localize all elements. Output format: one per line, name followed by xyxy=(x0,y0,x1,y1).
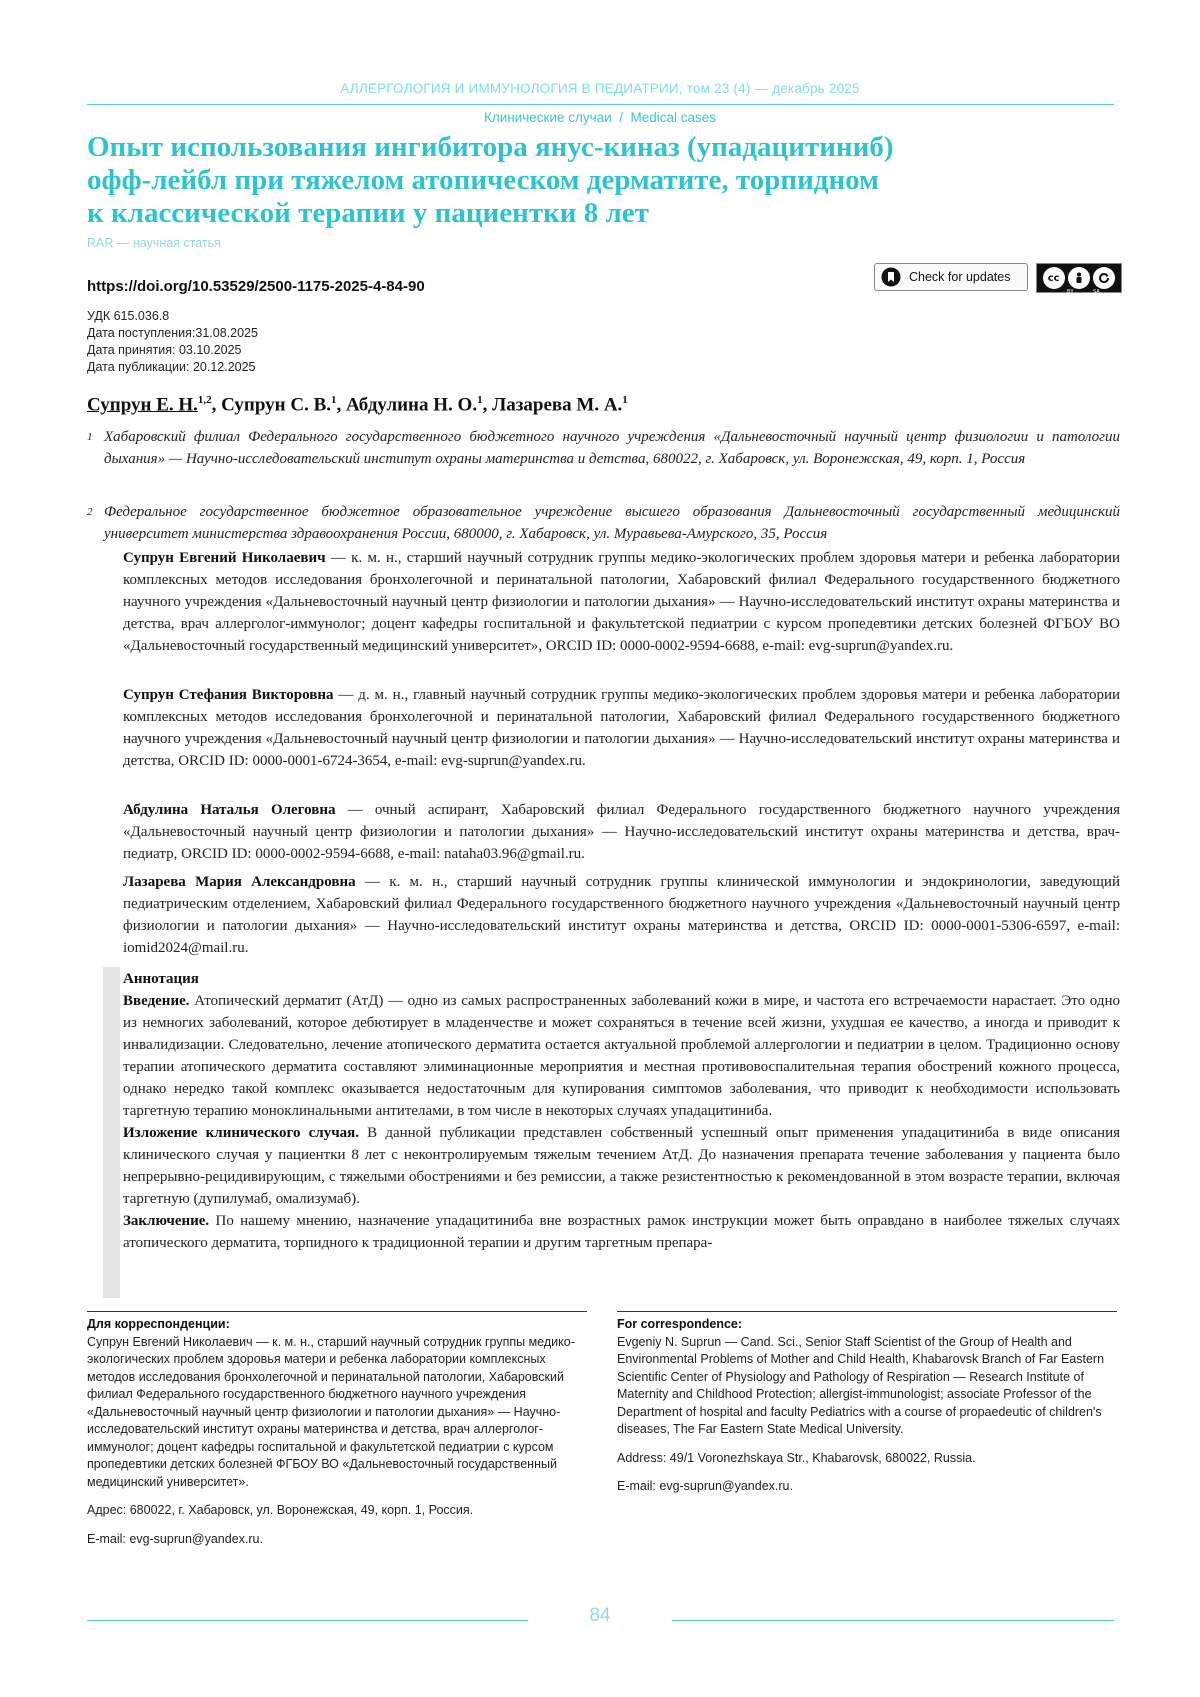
cc-icon: cc xyxy=(1043,267,1065,289)
correspondence-en xyxy=(617,1316,1122,1496)
article-meta xyxy=(87,308,258,376)
affiliation xyxy=(87,501,1120,545)
correspondence-email[interactable]: E-mail: evg-suprun@yandex.ru. xyxy=(617,1479,793,1493)
author-affil-sup: 1 xyxy=(477,394,483,406)
udk: УДК 615.036.8 xyxy=(87,309,170,323)
bookmark-icon xyxy=(881,267,901,287)
abstract-conclusion xyxy=(123,1210,1120,1254)
title-line-1: Опыт использования ингибитора янус-киназ (упадацитиниб) xyxy=(87,131,894,163)
author-name: Супрун С. В. xyxy=(221,394,332,416)
author-bio xyxy=(123,547,1120,657)
article-type: RAR — научная статья xyxy=(87,236,221,250)
person-icon xyxy=(1074,272,1084,284)
correspondence-ru xyxy=(87,1316,587,1548)
date-published: Дата публикации: 20.12.2025 xyxy=(87,360,256,374)
bio-name: Супрун Стефания Викторовна xyxy=(123,687,334,703)
share-alike-icon xyxy=(1097,271,1111,285)
by-icon xyxy=(1068,267,1090,289)
correspondence-title: For correspondence: xyxy=(617,1317,743,1331)
author-sep: , xyxy=(336,394,347,416)
affiliation-number: 1 xyxy=(87,431,93,443)
bio-text: — д. м. н., главный научный сотрудник группы медико-экологических проблем здоровья матери и ребенка лаборатории комплексных методов исследования бронхолегочной и перинатальной патологии, Хабаровский филиал Федерального государственного бюджетного научного учреждения «Дальневосточный научный центр физиологии и патологии дыхания» — Научно-исследовательский институт охраны материнства и детства, ORCID ID: 0000-0001-6724-3654, e-mail: evg-suprun@yandex.ru. xyxy=(123,687,1120,769)
title-line-2: офф-лейбл при тяжелом атопическом дерматите, торпидном xyxy=(87,164,879,196)
journal-header: АЛЛЕРГОЛОГИЯ И ИММУНОЛОГИЯ В ПЕДИАТРИИ, том 23 (4) — декабрь 2025 xyxy=(340,81,860,96)
abstract-text: В данной публикации представлен собственный успешный опыт применения упадацитиниба в виде описания клинического случая у пациентки 8 лет с неконтролируемым тяжелым течением АтД. До назначения препарата течение заболевания у пациента было непрерывно-рецидивирующим, с тяжелыми обострениями и без ремиссии, а также резистентностью к рекомендованной в этом возрасте терапии, включая таргетную (дупилумаб, омализумаб). xyxy=(123,1125,1121,1207)
section-label: Клинические случаи / Medical cases xyxy=(483,110,717,125)
affiliation-number: 2 xyxy=(87,506,93,518)
author-affil-sup: 1 xyxy=(622,394,628,406)
article-title xyxy=(87,131,1087,230)
check-updates-button[interactable] xyxy=(874,263,1028,291)
author-bio xyxy=(123,871,1120,959)
correspondence-address: Address: 49/1 Voronezhskaya Str., Khabarovsk, 680022, Russia. xyxy=(617,1450,976,1465)
date-received: Дата поступления:31.08.2025 xyxy=(87,326,258,340)
abstract-label: Изложение клинического случая. xyxy=(123,1125,360,1141)
correspondence-email[interactable]: E-mail: evg-suprun@yandex.ru. xyxy=(87,1531,263,1546)
correspondence-rule xyxy=(617,1311,1117,1312)
author-bio xyxy=(123,799,1120,865)
bio-name: Супрун Евгений Николаевич xyxy=(123,550,326,566)
doi-link[interactable]: https://doi.org/10.53529/2500-1175-2025-4-84-90 xyxy=(87,278,425,295)
date-accepted: Дата принятия: 03.10.2025 xyxy=(87,343,242,357)
check-updates-label: Check for updates xyxy=(909,270,1011,284)
abstract-introduction xyxy=(123,990,1120,1122)
correspondence-address: Адрес: 680022, г. Хабаровск, ул. Воронежская, 49, корп. 1, Россия. xyxy=(87,1503,474,1517)
affiliation xyxy=(87,426,1120,470)
author-affil-sup: 1 xyxy=(331,394,337,406)
abstract-label: Введение. xyxy=(123,993,190,1009)
author-affil-sup: 1,2 xyxy=(197,394,212,406)
sa-label: SA xyxy=(1093,289,1100,295)
correspondence-title: Для корреспонденции: xyxy=(87,1317,230,1331)
author-name: Абдулина Н. О. xyxy=(346,394,478,416)
bio-text: — к. м. н., старший научный сотрудник группы медико-экологических проблем здоровья матери и ребенка лаборатории комплексных методов исследования бронхолегочной и перинатальной патологии, Хабаровский филиал Федерального государственного бюджетного научного учреждения «Дальневосточный научный центр физиологии и патологии дыхания» — Научно-исследовательский институт охраны материнства и детства, врач аллерголог-иммунолог; доцент кафедры госпитальной и факультетской педиатрии с курсом пропедевтики детских болезней ФГБОУ ВО «Дальневосточный государственный медицинский университет», ORCID ID: 0000-0002-9594-6688, e-mail: evg-suprun@yandex.ru. xyxy=(123,550,1121,654)
author-sep: , xyxy=(211,394,222,416)
correspondence-rule xyxy=(87,1311,587,1312)
abstract-text: По нашему мнению, назначение упадацитиниба вне возрастных рамок инструкции может быть оправдано в наиболее тяжелых случаях атопического дерматита, торпидного к традиционной терапии и другим таргетным препара- xyxy=(123,1213,1120,1251)
sa-icon xyxy=(1093,267,1115,289)
author-name: Лазарева М. А. xyxy=(492,394,623,416)
bio-name: Лазарева Мария Александровна xyxy=(123,874,356,890)
correspondence-body: Evgeniy N. Suprun — Cand. Sci., Senior Staff Scientist of the Group of Health and Environmental Problems of Mother and Child Health, Khabarovsk Branch of Far Eastern Scientific Center of Physiology and Pathology of Respiration — Research Institute of Maternity and Childhood Protection; allergist-immunologist; associate Professor of the Department of hospital and faculty Pediatrics with a course of propaedeutic of children's diseases, The Far Eastern State Medical University. xyxy=(617,1334,1105,1436)
bio-text: — очный аспирант, Хабаровский филиал Федерального государственного бюджетного научного учреждения «Дальневосточный научный центр физиологии и патологии дыхания» — Научно-исследовательский институт охраны материнства и детства, врач-педиатр, ORCID ID: 0000-0002-9594-6688, e-mail: nataha03.96@gmail.ru. xyxy=(123,802,1121,862)
correspondence-body: Супрун Евгений Николаевич — к. м. н., старший научный сотрудник группы медико-экологических проблем здоровья матери и ребенка лаборатории комплексных методов исследования бронхолегочной и перинатальной патологии, Хабаровский филиал Федерального государственного бюджетного научного учреждения «Дальневосточный научный центр физиологии и патологии дыхания» — Научно-исследовательский институт охраны материнства и детства, врач аллерголог-иммунолог; доцент кафедры госпитальной и факультетской педиатрии с курсом пропедевтики детских болезней ФГБОУ ВО «Дальневосточный государственный медицинский университет». xyxy=(87,1334,575,1489)
abstract-label: Заключение. xyxy=(123,1213,210,1229)
title-line-3: к классической терапии у пациентки 8 лет xyxy=(87,197,649,229)
affiliation-text: Хабаровский филиал Федерального государственного бюджетного научного учреждения «Дальневосточный научный центр физиологии и патологии дыхания» — Научно-исследовательский институт охраны материнства и детства, 680022, г. Хабаровск, ул. Воронежская, 49, корп. 1, Россия xyxy=(104,429,1120,467)
author-name: Супрун Е. Н. xyxy=(87,394,198,416)
abstract-heading: Аннотация xyxy=(123,971,199,987)
bio-name: Абдулина Наталья Олеговна xyxy=(123,802,336,818)
header-rule xyxy=(87,104,1114,105)
abstract-text: Атопический дерматит (АтД) — одно из самых распространенных заболеваний кожи в мире, и частота его встречаемости нарастает. Это одно из немногих заболеваний, которое дебютирует в младенчестве и может сохраняться в течение всей жизни, ухудшая ее качество, а иногда и приводит к инвалидизации. Следовательно, лечение атопического дерматита остается актуальной проблемой аллергологии и педиатрии в целом. Традиционно основу терапии атопического дерматита составляют элиминационные мероприятия и местная противовоспалительная терапия обострений кожного процесса, однако нередко такой комплекс оказывается недостаточным для купирования симптомов заболевания, что приводит к необходимости использовать таргетную терапию моноклинальными антителами, в том числе в некоторых случаях упадацитиниба. xyxy=(123,993,1120,1119)
author-sep: , xyxy=(482,394,493,416)
abstract-side-bar xyxy=(103,967,120,1298)
abstract-case xyxy=(123,1122,1120,1210)
abstract xyxy=(123,968,1120,1254)
page-number: 84 xyxy=(589,1605,611,1626)
by-label: BY xyxy=(1067,289,1074,295)
cc-license-badge[interactable] xyxy=(1036,263,1122,293)
author-list xyxy=(87,394,628,416)
affiliation-text: Федеральное государственное бюджетное образовательное учреждение высшего образования Дальневосточный государственный медицинский университет министерства здравоохранения России, 680000, г. Хабаровск, ул. Муравьева-Амурского, 35, Россия xyxy=(104,504,1120,542)
bio-text: — к. м. н., старший научный сотрудник группы клинической иммунологии и эндокринологии, заведующий педиатрическим отделением, Хабаровский филиал Федерального государственного бюджетного научного учреждения «Дальневосточный научный центр физиологии и патологии дыхания» — Научно-исследовательский институт охраны материнства и детства, ORCID ID: 0000-0001-5306-6597, e-mail: iomid2024@mail.ru. xyxy=(123,874,1120,956)
author-bio xyxy=(123,684,1120,772)
